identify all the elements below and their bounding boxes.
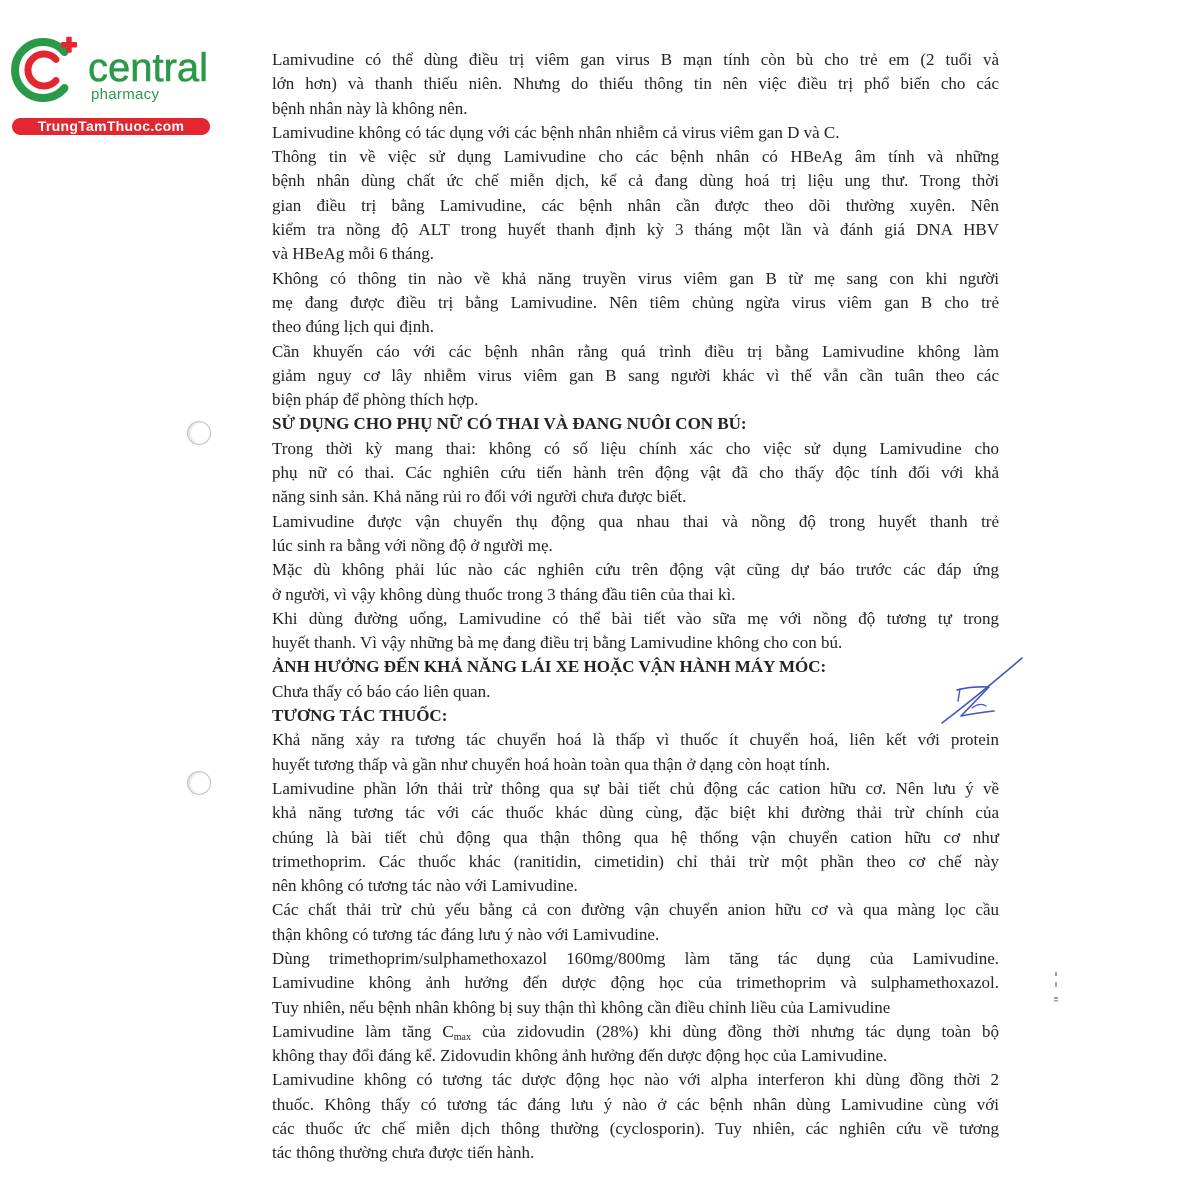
paragraph <box>272 680 999 704</box>
text-line: Thông tin về việc sử dụng Lamivudine cho các bệnh nhân có HBeAg âm tính và những <box>272 147 999 167</box>
text-line: ở người, vì vậy không dùng thuốc trong 3 tháng đầu tiên của thai kì. <box>272 584 736 604</box>
text-line: huyết tương thấp và gần như chuyển hoá hoàn toàn qua thận ở dạng còn hoạt tính. <box>272 754 831 774</box>
text-line: Cần khuyến cáo với các bệnh nhân rằng quá trình điều trị bằng Lamivudine không làm <box>272 341 999 361</box>
paragraph <box>272 558 999 607</box>
text-line: khả năng tương tác với các thuốc khác dùng cùng, đặc biệt khi đường thải trừ chính của <box>272 803 999 823</box>
text-line: bệnh nhân dùng chất ức chế miễn dịch, kể cả đang dùng hoá trị liệu ung thư. Trong thời <box>272 171 999 191</box>
text-line: lúc sinh ra bằng với nồng độ ở người mẹ. <box>272 535 553 555</box>
heading-text: TƯƠNG TÁC THUỐC: <box>272 706 448 726</box>
text-line: lớn hơn) và thanh thiếu niên. Nhưng do thiếu thông tin nên việc điều trị phổ biến cho các <box>272 74 999 94</box>
paragraph <box>272 121 999 145</box>
text-line: Lamivudine không ảnh hưởng đến dược động học của trimethoprim và sulphamethoxazol. <box>272 973 999 993</box>
paragraph <box>272 898 999 947</box>
section-heading <box>272 655 999 679</box>
text-line: theo đúng lịch qui định. <box>272 317 434 337</box>
text-line: năng sinh sản. Khả năng rủi ro đối với người chưa được biết. <box>272 487 687 507</box>
paragraph <box>272 1068 999 1165</box>
central-pharmacy-c-plus-icon <box>8 34 84 108</box>
paragraph <box>272 437 999 510</box>
text-segment: của zidovudin (28%) khi dùng đồng thời nhưng tác dụng toàn bộ <box>470 1021 999 1041</box>
punch-hole <box>187 771 211 795</box>
paragraph <box>272 607 999 656</box>
text-line: Dùng trimethoprim/sulphamethoxazol 160mg/800mg làm tăng tác dụng của Lamivudine. <box>272 948 999 968</box>
text-line: và HBeAg mỗi 6 tháng. <box>272 244 434 264</box>
text-line: tác thông thường chưa được tiến hành. <box>272 1143 535 1163</box>
text-line: kiểm tra nồng độ ALT trong huyết thanh định kỳ 3 tháng một lần và đánh giá DNA HBV <box>272 220 999 240</box>
text-line: Mặc dù không phải lúc nào các nghiên cứu trên động vật cũng dự báo trước các đáp ứng <box>272 560 999 580</box>
paragraph <box>272 145 999 266</box>
text-line: Lamivudine không có tương tác dược động học nào với alpha interferon khi dùng đồng thời 2 <box>272 1070 999 1090</box>
text-line: Lamivudine phần lớn thải trừ thông qua sự bài tiết chủ động các cation hữu cơ. Nên lưu ý về <box>272 778 999 798</box>
text-line: Chưa thấy có báo cáo liên quan. <box>272 681 491 701</box>
heading-text: SỬ DỤNG CHO PHỤ NỮ CÓ THAI VÀ ĐANG NUÔI CON BÚ: <box>272 414 747 434</box>
margin-marks <box>1052 970 1062 1004</box>
logo-website-banner: TrungTamThuoc.com <box>12 118 210 135</box>
paragraph <box>272 267 999 340</box>
punch-hole <box>187 421 211 445</box>
text-line: Lamivudine không có tác dụng với các bệnh nhân nhiễm cả virus viêm gan D và C. <box>272 122 840 142</box>
text-line: Không có thông tin nào về khả năng truyền virus viêm gan B từ mẹ sang con khi người <box>272 268 999 288</box>
text-line: nên không có tương tác nào với Lamivudine. <box>272 876 578 896</box>
text-line: thận không có tương tác đáng lưu ý nào với Lamivudine. <box>272 924 660 944</box>
text-line: Khả năng xảy ra tương tác chuyển hoá là thấp vì thuốc ít chuyển hoá, liên kết với protein <box>272 730 999 750</box>
text-line: Lamivudine được vận chuyển thụ động qua nhau thai và nồng độ trong huyết thanh trẻ <box>272 511 999 531</box>
paragraph <box>272 510 999 559</box>
logo-tagline: pharmacy <box>91 86 160 103</box>
heading-text: ẢNH HƯỞNG ĐẾN KHẢ NĂNG LÁI XE HOẶC VẬN HÀNH MÁY MÓC: <box>272 657 827 677</box>
text-line: Khi dùng đường uống, Lamivudine có thể bài tiết vào sữa mẹ với nồng độ tương tự trong <box>272 608 999 628</box>
text-line <box>272 1020 999 1044</box>
subscript-text: max <box>453 1031 471 1043</box>
paragraph <box>272 728 999 777</box>
handwritten-signature <box>930 650 1030 730</box>
text-line: biện pháp để phòng thích hợp. <box>272 390 479 410</box>
text-line: gian điều trị bằng Lamivudine, các bệnh nhân cần được theo dõi thường xuyên. Nên <box>272 195 999 215</box>
text-line: trimethoprim. Các thuốc khác (ranitidin, cimetidin) chỉ thải trừ một phần theo cơ chế này <box>272 851 999 871</box>
paragraph <box>272 1020 999 1069</box>
section-heading <box>272 412 999 436</box>
section-heading <box>272 704 999 728</box>
text-line: Trong thời kỳ mang thai: không có số liệu chính xác cho việc sử dụng Lamivudine cho <box>272 438 999 458</box>
text-line: giảm nguy cơ lây nhiễm virus viêm gan B sang người khác vì thế vẫn cần tuân theo các <box>272 365 999 385</box>
paragraph <box>272 947 999 1020</box>
paragraph <box>272 340 999 413</box>
text-line: các thuốc ức chế miễn dịch thông thường (cyclosporin). Tuy nhiên, các nghiên cứu về tương <box>272 1119 999 1139</box>
text-segment: Lamivudine làm tăng C <box>272 1021 454 1041</box>
document-body <box>272 48 999 1166</box>
text-line: bệnh nhân này là không nên. <box>272 98 468 118</box>
text-line: Tuy nhiên, nếu bệnh nhân không bị suy thận thì không cần điều chỉnh liều của Lamivudine <box>272 997 891 1017</box>
text-line: huyết thanh. Vì vậy những bà mẹ đang điều trị bằng Lamivudine không cho con bú. <box>272 633 843 653</box>
text-line: mẹ đang được điều trị bằng Lamivudine. Nên tiêm chủng ngừa virus viêm gan B cho trẻ <box>272 292 999 312</box>
text-line: thuốc. Không thấy có tương tác đáng lưu ý nào ở các bệnh nhân dùng Lamivudine cùng với <box>272 1094 999 1114</box>
text-line: không thay đổi đáng kể. Zidovudin không ảnh hưởng đến dược động học của Lamivudine. <box>272 1046 888 1066</box>
paragraph <box>272 48 999 121</box>
text-line: Lamivudine có thể dùng điều trị viêm gan virus B mạn tính còn bù cho trẻ em (2 tuổi và <box>272 50 999 69</box>
text-line: chúng là bài tiết chủ động qua thận thông qua hệ thống vận chuyển cation hữu cơ như <box>272 827 999 847</box>
logo-brand-text: central <box>88 46 209 90</box>
text-line: phụ nữ có thai. Các nghiên cứu tiến hành trên động vật đã cho thấy độc tính đối với khả <box>272 463 999 483</box>
text-line: Các chất thải trừ chủ yếu bằng cả con đường vận chuyển anion hữu cơ và qua màng lọc cầu <box>272 900 999 920</box>
paragraph <box>272 777 999 898</box>
